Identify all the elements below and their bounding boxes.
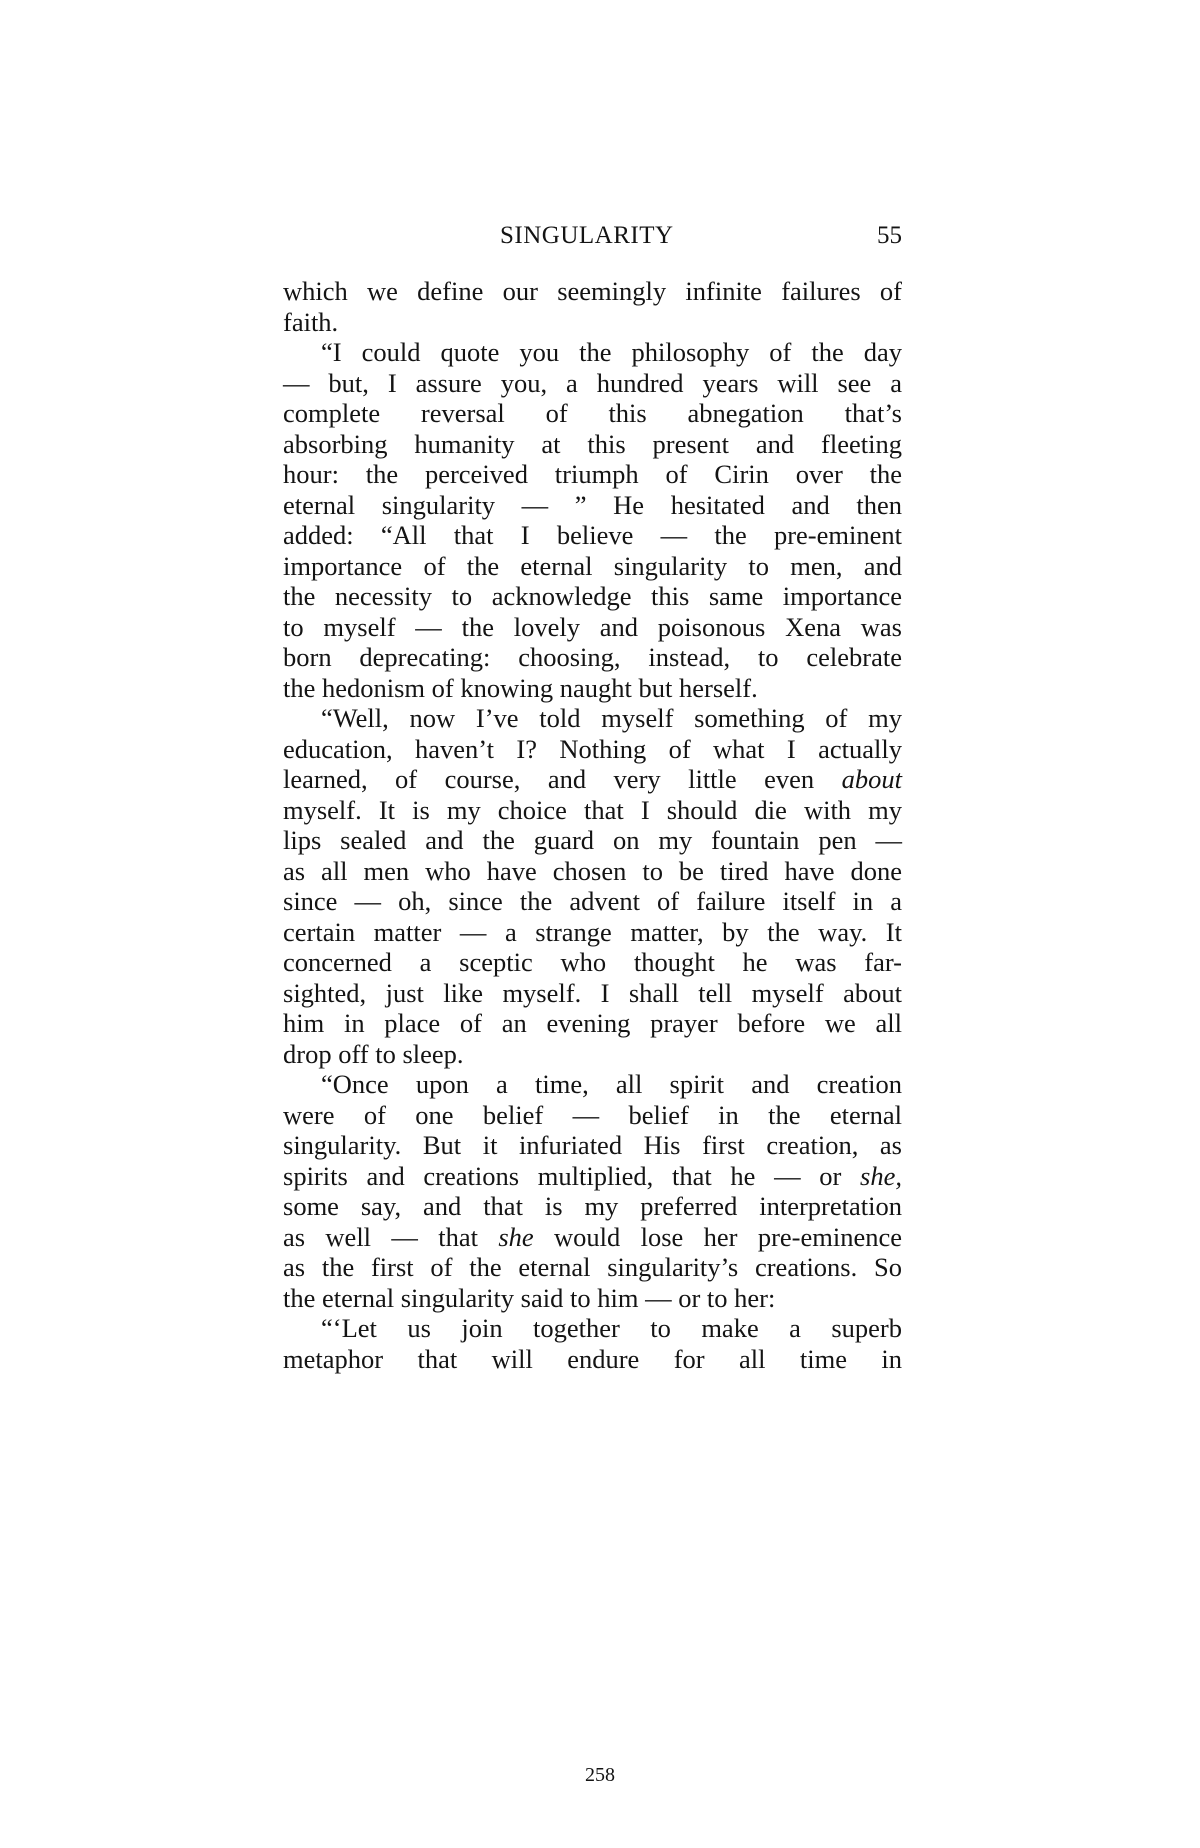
text-line: which we define our seemingly infinite failures of [283,276,902,306]
text-line: “Well, now I’ve told myself something of my [321,703,902,733]
text-line: as the first of the eternal singularity’s creations. So [283,1252,902,1282]
text-line: concerned a sceptic who thought he was far- [283,947,902,977]
text-line: “I could quote you the philosophy of the day [321,337,902,367]
text-line: complete reversal of this abnegation that’s [283,398,902,428]
text-segment: would lose her pre-eminence [533,1221,902,1252]
running-title: SINGULARITY [500,222,674,249]
italic-text: about [841,764,902,794]
text-line [283,764,902,795]
text-line [283,1222,902,1253]
text-line: faith. [283,306,339,337]
text-segment: spirits and creations multiplied, that he — or [283,1160,861,1191]
text-line: “‘Let us join together to make a superb [321,1313,902,1343]
text-line: sighted, just like myself. I shall tell myself about [283,977,902,1008]
text-line: metaphor that will endure for all time in [283,1343,902,1374]
text-line: drop off to sleep. [283,1038,464,1069]
text-line: “Once upon a time, all spirit and creation [321,1069,902,1099]
text-line: the necessity to acknowledge this same importance [283,581,902,611]
text-line: were of one belief — belief in the eternal [283,1099,902,1130]
body-text [283,276,902,1374]
text-line: education, haven’t I? Nothing of what I actually [283,733,902,764]
text-segment: as well — that [283,1221,499,1252]
text-line: hour: the perceived triumph of Cirin over the [283,459,902,489]
italic-text: she, [860,1160,902,1191]
text-line: some say, and that is my preferred interpretation [283,1191,902,1221]
text-line: the eternal singularity said to him — or to her: [283,1282,776,1313]
text-line: as all men who have chosen to be tired have done [283,855,902,886]
text-segment: learned, of course, and very little even [283,764,842,794]
text-line: added: “All that I believe — the pre-eminent [283,520,902,550]
text-line: absorbing humanity at this present and fleeting [283,428,902,459]
text-line: importance of the eternal singularity to men, and [283,550,902,581]
text-line [283,1161,902,1192]
italic-text: she [498,1221,534,1252]
text-line: since — oh, since the advent of failure itself in a [283,886,902,916]
text-line: certain matter — a strange matter, by the way. It [283,916,902,947]
text-line: to myself — the lovely and poisonous Xena was [283,611,902,642]
text-line: the hedonism of knowing naught but herself. [283,672,758,703]
text-line: singularity. But it infuriated His first creation, as [283,1130,902,1160]
text-line: born deprecating: choosing, instead, to celebrate [283,642,902,672]
text-line: eternal singularity — ” He hesitated and then [283,489,902,520]
page-number: 258 [585,1764,615,1786]
text-line: myself. It is my choice that I should die with my [283,794,902,825]
text-line: — but, I assure you, a hundred years will see a [283,367,902,398]
text-line: him in place of an evening prayer before we all [283,1008,902,1038]
running-head [283,222,902,258]
text-line: lips sealed and the guard on my fountain pen — [283,825,902,855]
folio-number: 55 [877,222,902,249]
